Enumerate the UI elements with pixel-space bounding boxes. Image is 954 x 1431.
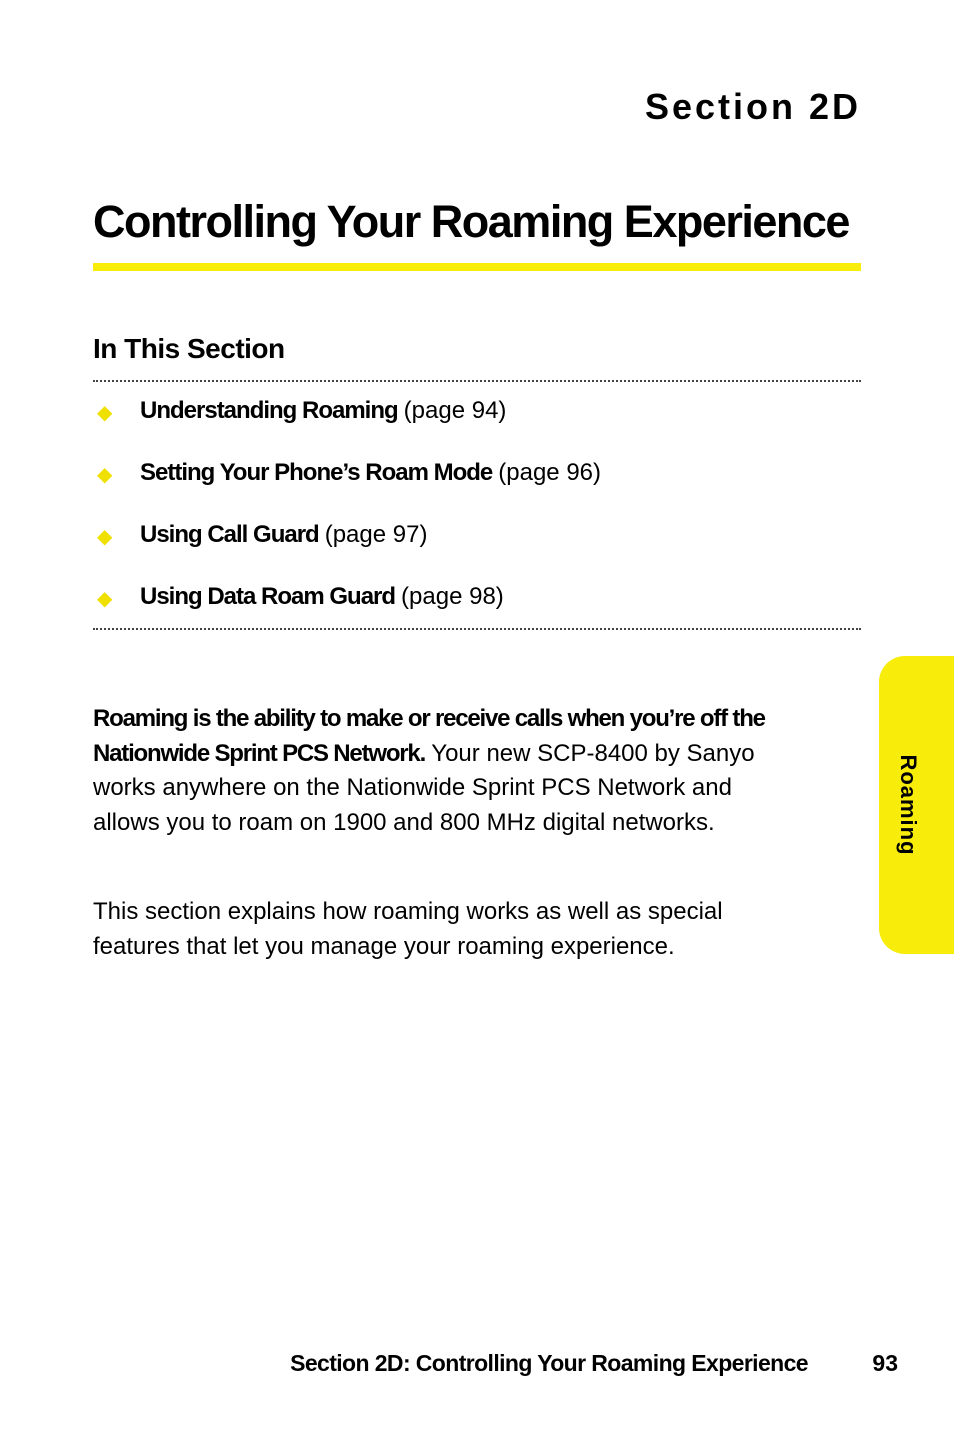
section-label: Section 2D (644, 86, 861, 127)
toc-item-title: Using Call Guard (140, 521, 319, 548)
toc-item-title: Using Data Roam Guard (140, 583, 396, 610)
page-number: 93 (872, 1350, 898, 1376)
toc-item[interactable] (93, 583, 861, 645)
toc-item[interactable] (93, 521, 861, 583)
dotted-divider-bottom (93, 628, 861, 630)
toc-item[interactable] (93, 397, 861, 459)
intro-body-text: Your new SCP-8400 by Sanyo works anywhere on the Nationwide Sprint PCS Network and allows you to roam on 1900 and 800 MHz digital networks. (93, 739, 755, 836)
chapter-side-tab-label: Roaming (896, 754, 921, 856)
title-underline (93, 263, 861, 271)
diamond-bullet-icon: ◆ (97, 588, 113, 610)
in-this-section-heading: In This Section (93, 333, 285, 364)
footer-section-title: Section 2D: Controlling Your Roaming Experience (290, 1350, 808, 1376)
toc-item[interactable] (93, 459, 861, 521)
toc-item-page: (page 98) (401, 583, 504, 610)
page-title: Controlling Your Roaming Experience (93, 196, 849, 247)
intro-paragraph (93, 702, 793, 840)
toc-item-title: Understanding Roaming (140, 397, 398, 424)
toc-item-page: (page 97) (324, 521, 428, 548)
section-toc (93, 397, 861, 645)
toc-item-page: (page 96) (498, 459, 602, 486)
toc-item-page: (page 94) (403, 397, 507, 424)
diamond-bullet-icon: ◆ (97, 526, 113, 548)
toc-item-title: Setting Your Phone’s Roam Mode (140, 459, 493, 486)
diamond-bullet-icon: ◆ (97, 402, 113, 424)
section-summary-paragraph: This section explains how roaming works as well as special features that let you manage your roaming experience. (93, 898, 723, 960)
dotted-divider-top (93, 380, 861, 382)
intro-bold-lead: Roaming is the ability to make or receive calls when you’re off the Nationwide Sprint PCS Network. (93, 705, 765, 767)
diamond-bullet-icon: ◆ (97, 464, 113, 486)
